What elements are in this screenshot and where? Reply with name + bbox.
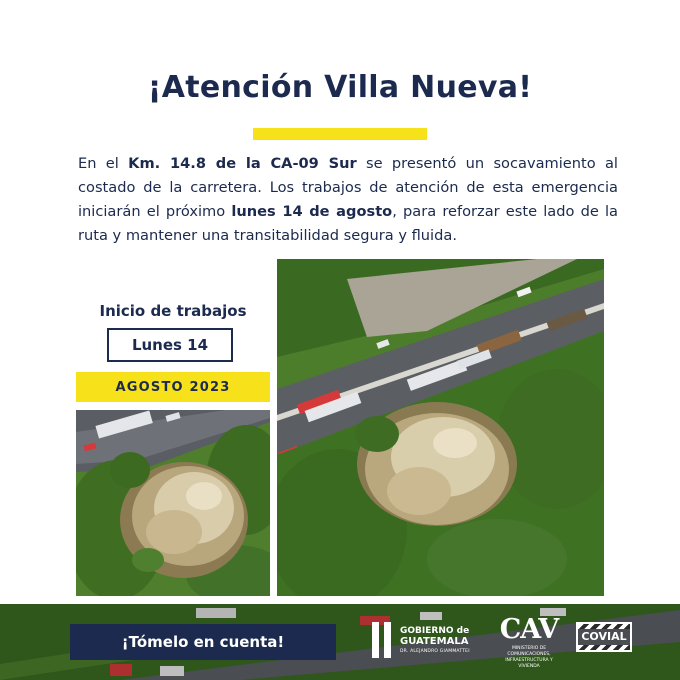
cav-logo bbox=[494, 614, 564, 670]
start-label: Inicio de trabajos bbox=[99, 302, 247, 320]
notice-paragraph bbox=[78, 152, 618, 248]
covial-logo-text: COVIAL bbox=[581, 630, 627, 643]
sinkhole-photo-large bbox=[277, 259, 604, 596]
sinkhole-photo-small bbox=[76, 410, 270, 596]
notice-start-date: lunes 14 de agosto bbox=[231, 203, 393, 220]
footer-bar bbox=[0, 604, 680, 680]
page-title: ¡Atención Villa Nueva! bbox=[147, 70, 533, 105]
cav-logo-subtext: MINISTERIO DE COMUNICACIONES, INFRAESTRUCTURA Y VIVIENDA bbox=[505, 646, 553, 669]
covial-stripe-bottom bbox=[578, 645, 630, 650]
covial-logo bbox=[576, 622, 632, 652]
date-box: Lunes 14 bbox=[107, 328, 233, 362]
notice-text-1: En el bbox=[78, 155, 129, 172]
gobierno-guatemala-logo bbox=[372, 618, 484, 664]
gobierno-mark-icon bbox=[372, 622, 394, 658]
notice-location: Km. 14.8 de la CA-09 Sur bbox=[128, 155, 357, 172]
month-band: AGOSTO 2023 bbox=[76, 372, 270, 402]
gov-logo-line1: GOBIERNO de bbox=[400, 626, 470, 636]
cav-logo-text: CAV bbox=[499, 614, 559, 645]
covial-stripe-top bbox=[578, 624, 630, 629]
gov-logo-line3: DR. ALEJANDRO GIAMMATTEI bbox=[400, 649, 470, 654]
notice-text-2: se presentó un socavamiento al costado de la carretera. Los trabajos de atención de esta emergencia iniciarán el próximo bbox=[78, 155, 618, 220]
gov-logo-line2: GUATEMALA bbox=[400, 636, 469, 647]
notice-text-3: , para reforzar este lado de la ruta y mantener una transitabilidad segura y fluida. bbox=[78, 203, 618, 244]
cta-button[interactable]: ¡Tómelo en cuenta! bbox=[70, 624, 336, 660]
title-underline bbox=[253, 128, 427, 140]
